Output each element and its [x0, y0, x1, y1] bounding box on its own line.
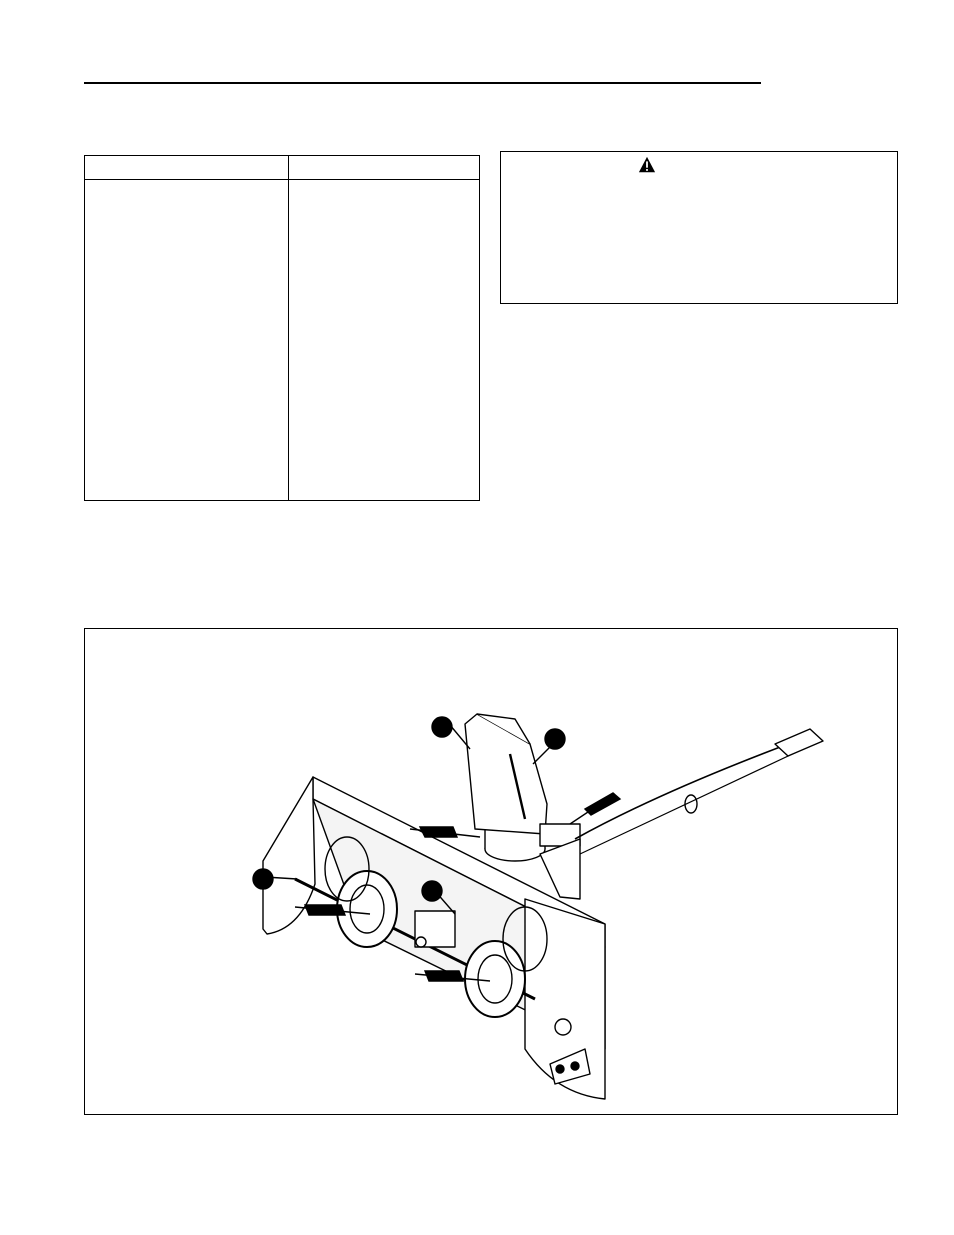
spec-table — [84, 155, 480, 501]
table-header-divider — [85, 179, 479, 180]
control-cable — [575, 734, 815, 839]
warning-triangle-icon — [638, 156, 656, 174]
cable-handle — [775, 729, 823, 756]
figure-panel — [84, 628, 898, 1115]
discharge-chute — [465, 714, 547, 834]
header-rule — [84, 82, 761, 84]
warning-box — [500, 151, 898, 304]
table-column-divider — [288, 156, 289, 500]
snowthrower-illustration — [85, 629, 897, 1114]
